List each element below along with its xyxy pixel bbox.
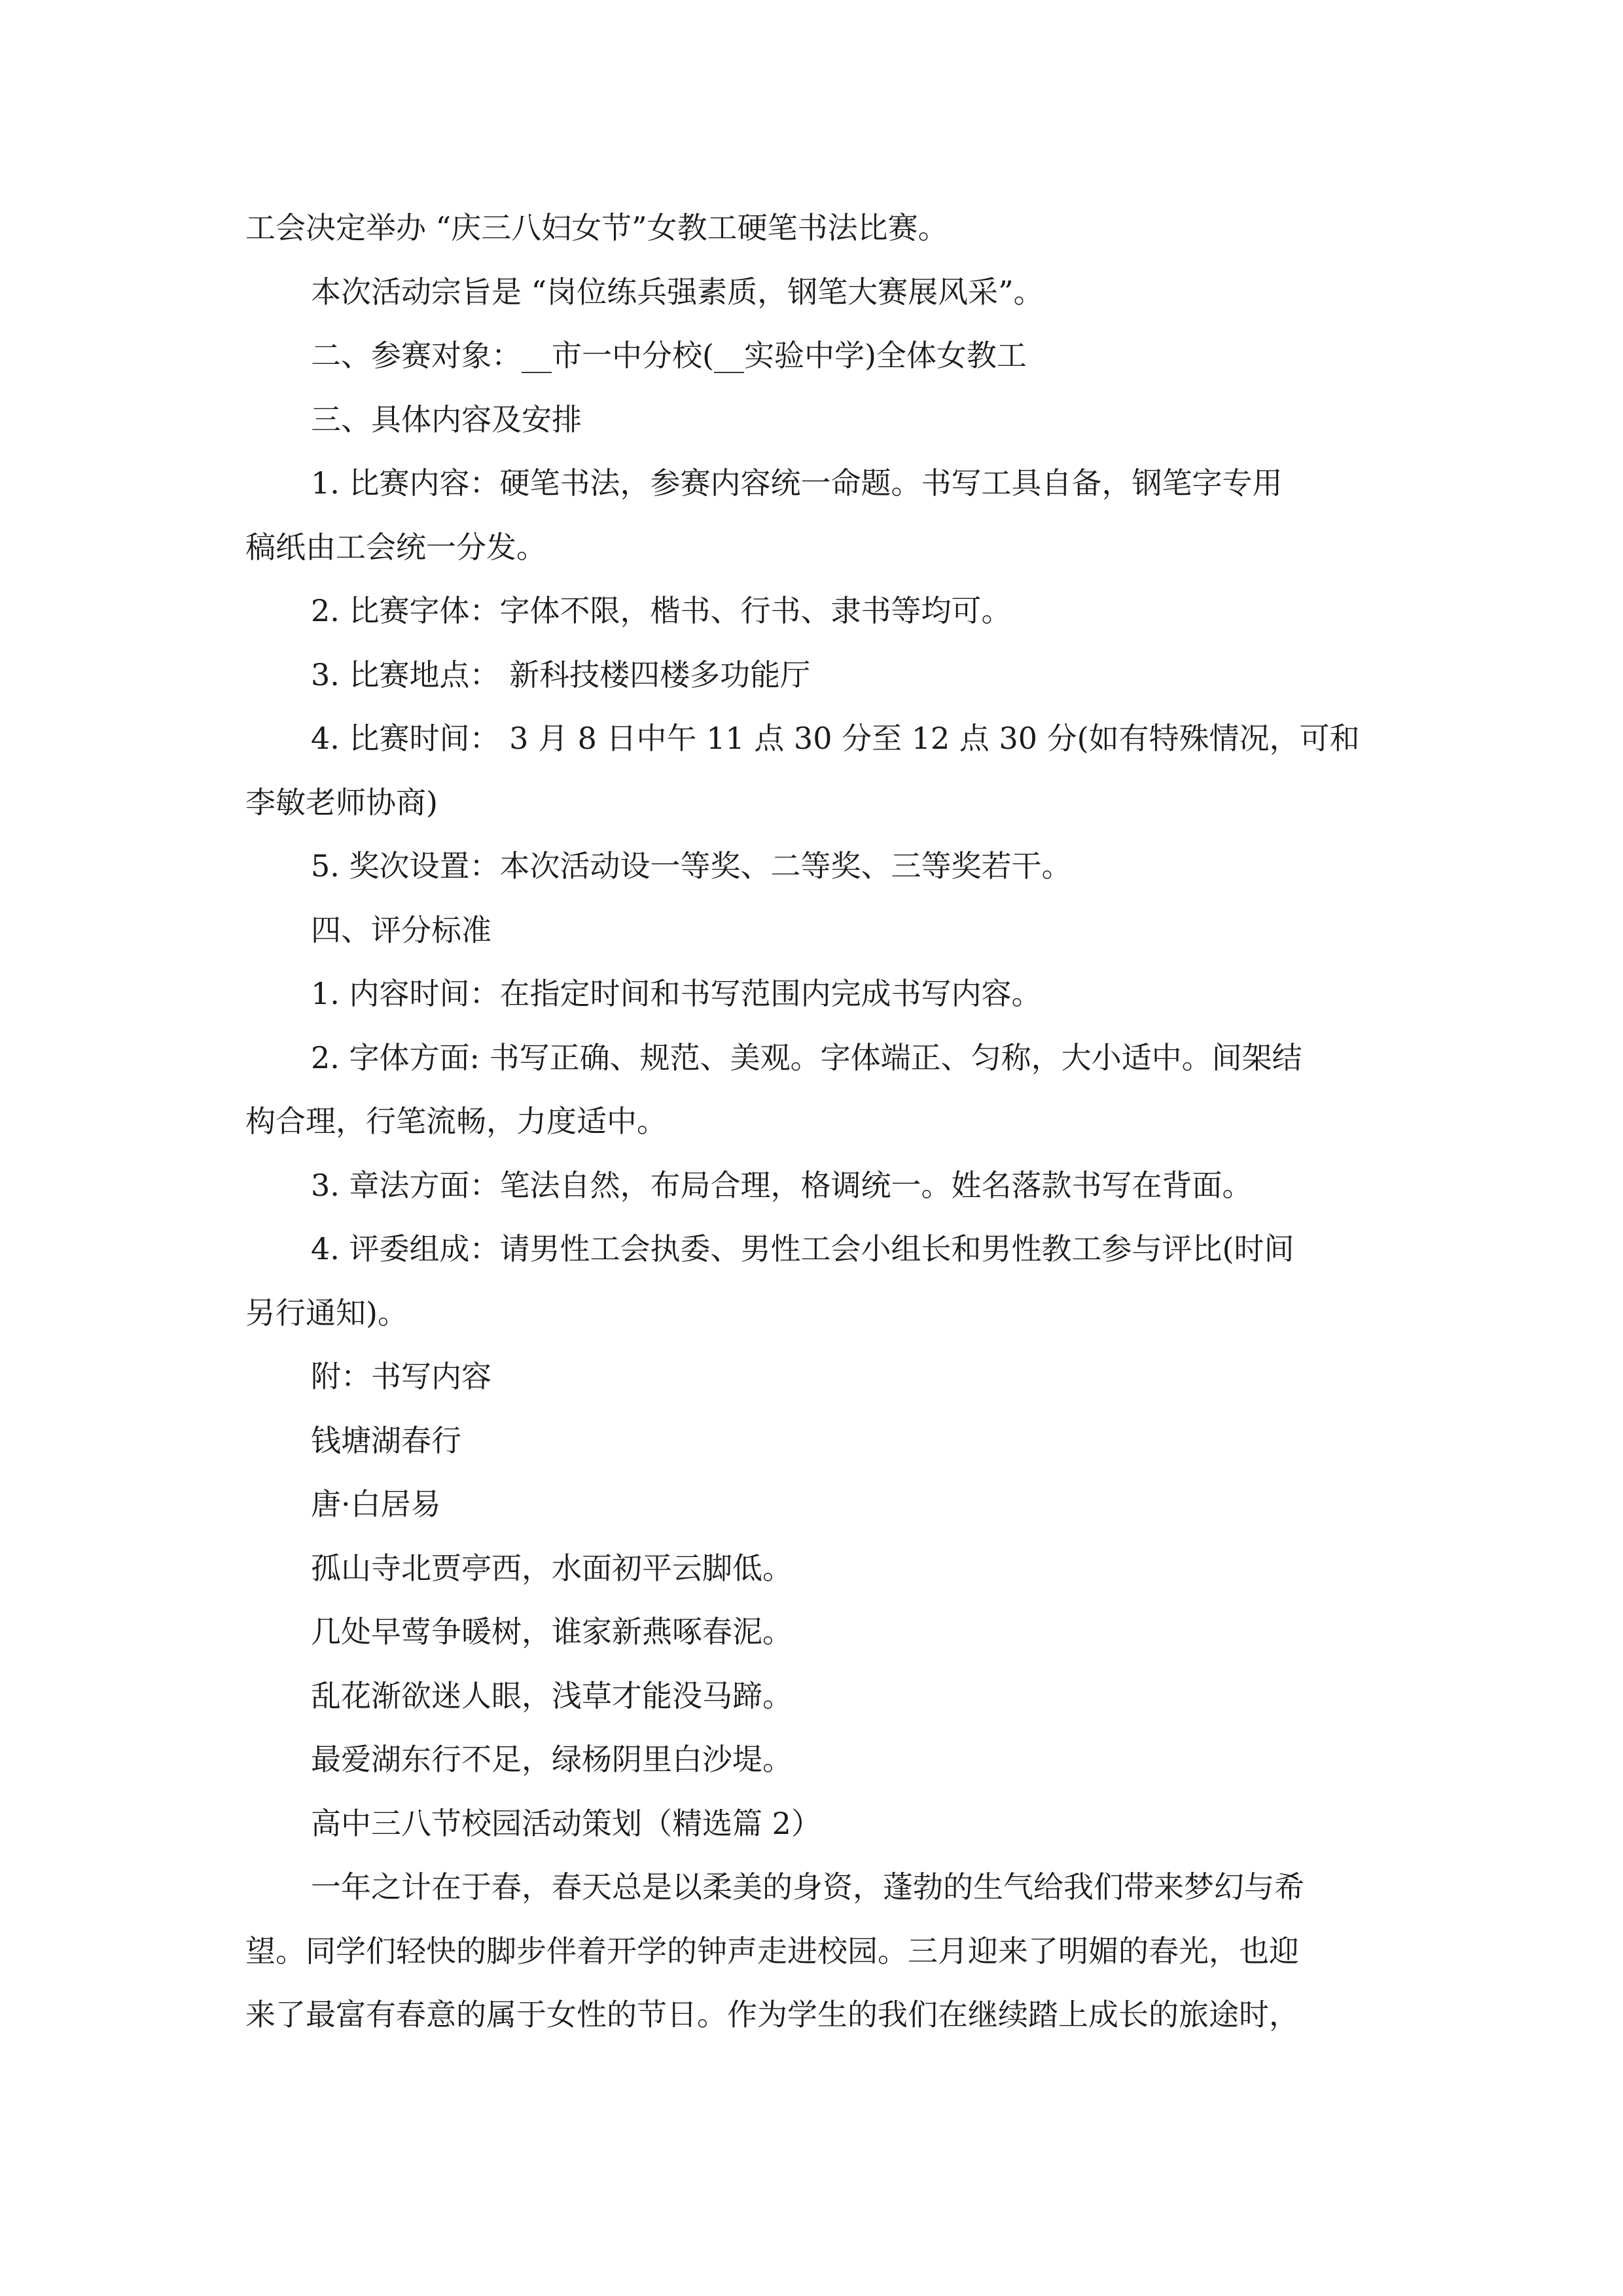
appendix-heading: 附：书写内容 [311,1359,491,1394]
paragraph-line: 另行通知)。 [245,1295,408,1331]
poem-title: 钱塘湖春行 [311,1422,461,1458]
section-heading: 二、参赛对象：__市一中分校(__实验中学)全体女教工 [311,338,1027,373]
paragraph-line: 一年之计在于春，春天总是以柔美的身资，蓬勃的生气给我们带来梦幻与希 [311,1869,1304,1905]
paragraph-line: 望。同学们轻快的脚步伴着开学的钟声走进校园。三月迎来了明媚的春光，也迎 [245,1933,1299,1969]
poem-line: 孤山寺北贾亭西，水面初平云脚低。 [311,1550,793,1586]
poem-line: 几处早莺争暖树，谁家新燕啄春泥。 [311,1614,793,1649]
list-item: 3. 章法方面：笔法自然，布局合理，格调统一。姓名落款书写在背面。 [311,1167,1253,1203]
list-item: 1. 比赛内容：硬笔书法，参赛内容统一命题。书写工具自备，钢笔字专用 [311,465,1283,501]
article-title: 高中三八节校园活动策划（精选篇 2） [311,1805,821,1841]
paragraph-line: 本次活动宗旨是 “岗位练兵强素质，钢笔大赛展风采”。 [311,274,1044,310]
document-body [245,196,1384,2047]
list-item: 2. 字体方面: 书写正确、规范、美观。字体端正、匀称，大小适中。间架结 [311,1039,1302,1075]
poem-line: 最爱湖东行不足，绿杨阴里白沙堤。 [311,1742,793,1777]
poem-author: 唐·白居易 [311,1486,441,1522]
list-item: 2. 比赛字体：字体不限，楷书、行书、隶书等均可。 [311,593,1012,628]
list-item: 5. 奖次设置：本次活动设一等奖、二等奖、三等奖若干。 [311,848,1072,884]
section-heading: 四、评分标准 [311,912,491,948]
list-item: 3. 比赛地点： 新科技楼四楼多功能厅 [311,656,811,692]
list-item: 1. 内容时间：在指定时间和书写范围内完成书写内容。 [311,976,1042,1011]
list-item: 4. 评委组成：请男性工会执委、男性工会小组长和男性教工参与评比(时间 [311,1231,1294,1266]
paragraph-line: 稿纸由工会统一分发。 [245,529,546,565]
paragraph-line: 构合理，行笔流畅，力度适中。 [245,1103,667,1139]
list-item: 4. 比赛时间： 3 月 8 日中午 11 点 30 分至 12 点 30 分(如有特殊情况，可和 [311,721,1360,756]
section-heading: 三、具体内容及安排 [311,401,582,437]
paragraph-line: 李敏老师协商) [245,784,438,820]
paragraph-line: 工会决定举办 “庆三八妇女节”女教工硬笔书法比赛。 [245,210,948,245]
poem-line: 乱花渐欲迷人眼，浅草才能没马蹄。 [311,1677,793,1713]
paragraph-line: 来了最富有春意的属于女性的节日。作为学生的我们在继续踏上成长的旅途时， [245,1997,1299,2032]
